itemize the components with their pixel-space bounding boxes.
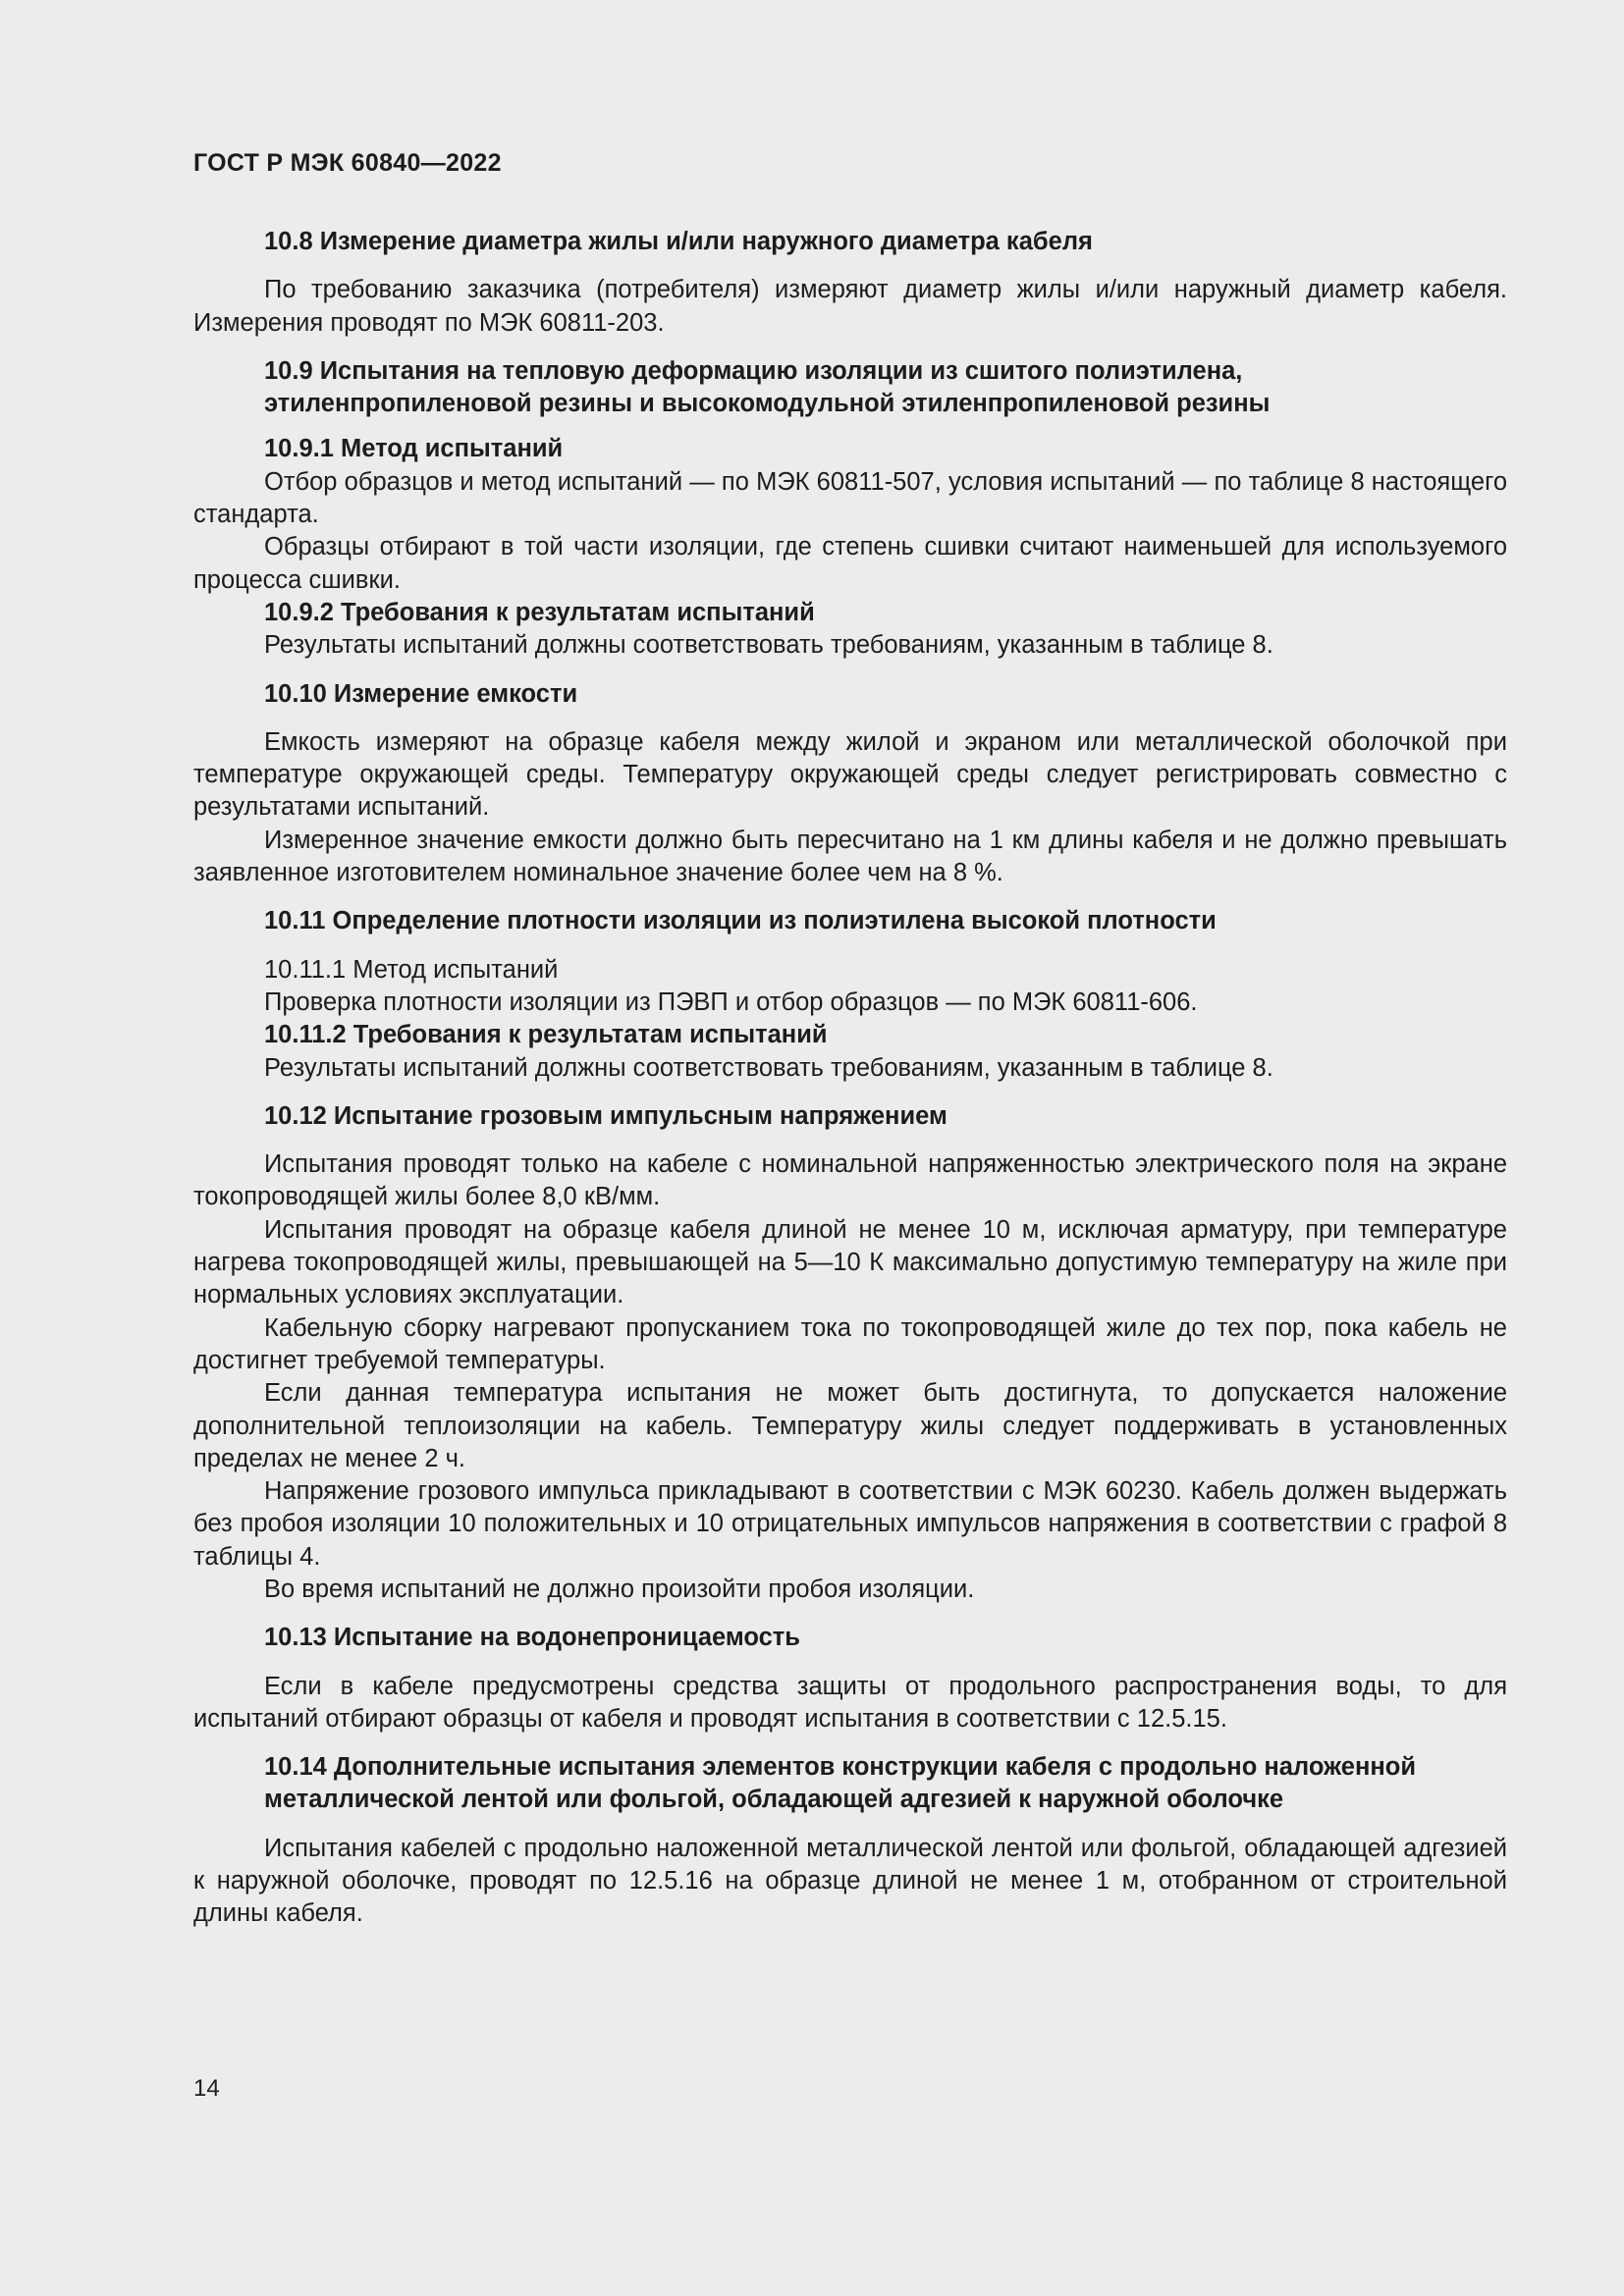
section-heading-10-11: 10.11 Определение плотности изоляции из полиэтилена высокой плотности xyxy=(264,907,1217,935)
section-heading-10-14: 10.14 Дополнительные испытания элементов конструкции кабеля с продольно наложенной металлической лентой или фольгой, обладающей адгезией к наружной оболочке xyxy=(264,1753,1417,1814)
paragraph: Напряжение грозового импульса прикладывают в соответствии с МЭК 60230. Кабель должен выдержать без пробоя изоляции 10 положительных и 10 отрицательных импульсов напряжения в соответствии с графой 8 таблицы 4. xyxy=(193,1477,1507,1571)
document-header: ГОСТ Р МЭК 60840—2022 xyxy=(193,149,502,177)
paragraph: Проверка плотности изоляции из ПЭВП и отбор образцов — по МЭК 60811-606. xyxy=(264,988,1198,1016)
subsection-heading-10-11-2: 10.11.2 Требования к результатам испытаний xyxy=(264,1021,828,1049)
paragraph: Испытания проводят на образце кабеля длиной не менее 10 м, исключая арматуру, при температуре нагрева токопроводящей жилы, превышающей на 5—10 К максимально допустимую температуру на жиле при нормальных условиях эксплуатации. xyxy=(193,1215,1507,1309)
paragraph: Испытания проводят только на кабеле с номинальной напряженностью электрического поля на экране токопроводящей жилы более 8,0 кВ/мм. xyxy=(193,1150,1507,1211)
paragraph: Результаты испытаний должны соответствовать требованиям, указанным в таблице 8. xyxy=(264,1053,1273,1082)
paragraph: Отбор образцов и метод испытаний — по МЭК 60811-507, условия испытаний — по таблице 8 настоящего стандарта. xyxy=(193,467,1507,529)
paragraph: Измеренное значение емкости должно быть пересчитано на 1 км длины кабеля и не должно превышать заявленное изготовителем номинальное значение более чем на 8 %. xyxy=(193,826,1507,887)
subsection-heading-10-9-2: 10.9.2 Требования к результатам испытаний xyxy=(264,598,815,626)
paragraph: По требованию заказчика (потребителя) измеряют диаметр жилы и/или наружный диаметр кабеля. Измерения проводят по МЭК 60811-203. xyxy=(193,276,1507,337)
section-heading-10-13: 10.13 Испытание на водонепроницаемость xyxy=(264,1624,800,1652)
paragraph: Образцы отбирают в той части изоляции, где степень сшивки считают наименьшей для используемого процесса сшивки. xyxy=(193,533,1507,594)
subsection-heading-10-11-1: 10.11.1 Метод испытаний xyxy=(264,955,559,984)
paragraph: Емкость измеряют на образце кабеля между жилой и экраном или металлической оболочкой при температуре окружающей среды. Температуру окружающей среды следует регистрировать совместно с результатами испытаний. xyxy=(193,727,1507,822)
section-heading-10-9: 10.9 Испытания на тепловую деформацию изоляции из сшитого полиэтилена, этиленпропиленовой резины и высокомодульной этиленпропиленовой резины xyxy=(264,356,1271,418)
paragraph: Испытания кабелей с продольно наложенной металлической лентой или фольгой, обладающей адгезией к наружной оболочке, проводят по 12.5.16 на образце длиной не менее 1 м, отобранном от строительной длины кабеля. xyxy=(193,1834,1507,1928)
paragraph: Если в кабеле предусмотрены средства защиты от продольного распространения воды, то для испытаний отбирают образцы от кабеля и проводят испытания в соответствии с 12.5.15. xyxy=(193,1672,1507,1733)
subsection-heading-10-9-1: 10.9.1 Метод испытаний xyxy=(264,435,564,463)
page-number: 14 xyxy=(193,2075,220,2102)
document-body xyxy=(193,226,1507,1931)
paragraph: Результаты испытаний должны соответствовать требованиям, указанным в таблице 8. xyxy=(264,631,1273,660)
paragraph: Если данная температура испытания не может быть достигнута, то допускается наложение дополнительной теплоизоляции на кабель. Температуру жилы следует поддерживать в установленных пределах не менее 2 ч. xyxy=(193,1379,1507,1472)
section-heading-10-10: 10.10 Измерение емкости xyxy=(264,679,578,708)
paragraph: Кабельную сборку нагревают пропусканием тока по токопроводящей жиле до тех пор, пока кабель не достигнет требуемой температуры. xyxy=(193,1313,1507,1374)
section-heading-10-8: 10.8 Измерение диаметра жилы и/или наружного диаметра кабеля xyxy=(264,228,1093,255)
paragraph: Во время испытаний не должно произойти пробоя изоляции. xyxy=(264,1575,975,1603)
section-heading-10-12: 10.12 Испытание грозовым импульсным напряжением xyxy=(264,1101,947,1130)
